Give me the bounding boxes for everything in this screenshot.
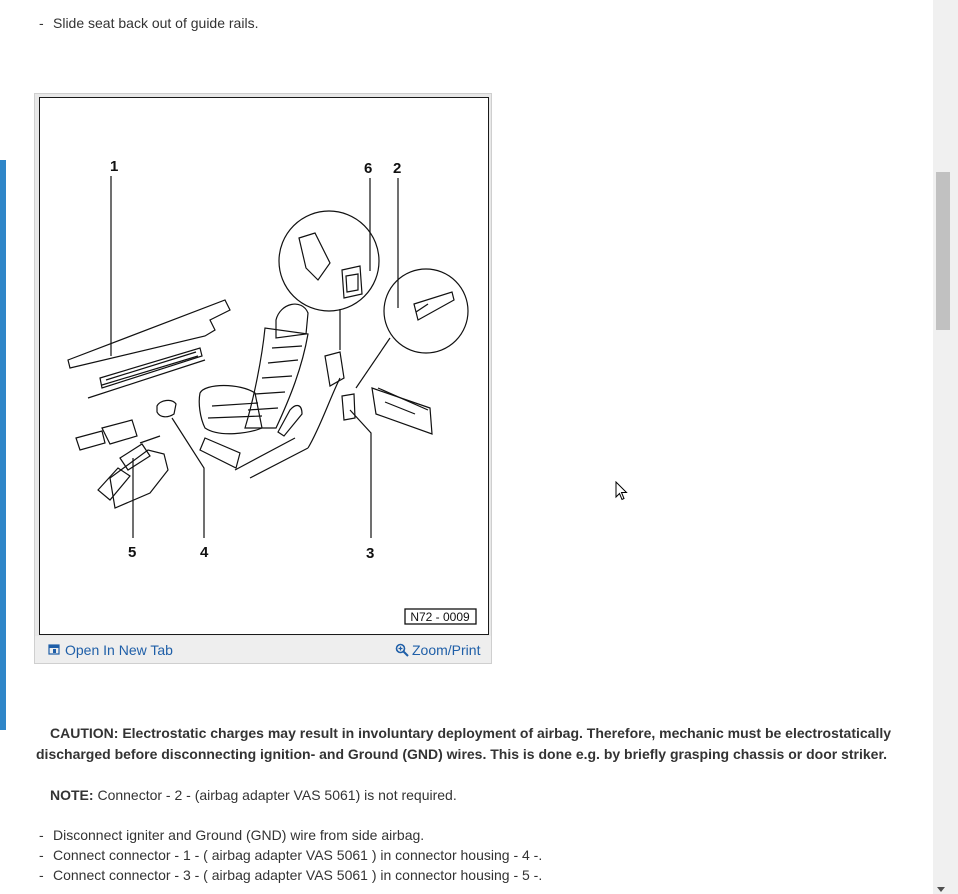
zoom-print-link[interactable] xyxy=(395,642,480,658)
detail-circle-2 xyxy=(384,269,468,353)
step-connect-connector-1 xyxy=(39,847,542,863)
figure-container xyxy=(34,93,492,664)
connector-housing-right xyxy=(325,352,432,434)
step-dash: - xyxy=(39,847,44,863)
open-in-new-tab-link[interactable] xyxy=(48,642,173,658)
step-connect-connector-3 xyxy=(39,867,542,883)
trim-panel xyxy=(68,300,230,398)
figure-code: N72 - 0009 xyxy=(410,610,470,624)
figure-image[interactable] xyxy=(39,97,489,635)
caution-label: CAUTION: xyxy=(50,725,119,741)
callout-1: 1 xyxy=(110,158,119,175)
scrollbar-thumb[interactable] xyxy=(936,172,950,330)
leader-line-4 xyxy=(172,418,204,538)
step-text: Connect connector - 3 - ( airbag adapter VAS 5061 ) in connector housing - 5 -. xyxy=(53,867,543,883)
note-text: Connector - 2 - (airbag adapter VAS 5061) is not required. xyxy=(97,787,457,803)
callout-3: 3 xyxy=(366,545,375,562)
step-text: Slide seat back out of guide rails. xyxy=(53,15,259,31)
callout-5: 5 xyxy=(128,544,137,561)
new-tab-icon xyxy=(48,644,60,656)
detail-connector-2 xyxy=(414,292,454,320)
caution-paragraph xyxy=(36,723,924,765)
detail-connector-6 xyxy=(299,233,362,298)
zoom-print-label: Zoom/Print xyxy=(412,642,481,658)
seat-illustration xyxy=(199,304,340,478)
seat-airbag-diagram xyxy=(40,98,488,634)
step-text: Disconnect igniter and Ground (GND) wire from side airbag. xyxy=(53,827,425,843)
callout-2: 2 xyxy=(393,160,402,177)
step-dash: - xyxy=(39,15,44,31)
step-dash: - xyxy=(39,827,44,843)
caution-text: Electrostatic charges may result in involuntary deployment of airbag. Therefore, mechanic must be electrostatically discharged before disconnecting ignition- and Ground (GND) wires. This is done e.g. by briefly grasping chassis or door striker. xyxy=(36,725,892,762)
mouse-cursor-icon xyxy=(615,481,628,504)
vertical-scrollbar[interactable] xyxy=(933,0,958,894)
callout-6: 6 xyxy=(364,160,373,177)
leader-line-3 xyxy=(350,410,371,538)
callout-4: 4 xyxy=(200,544,209,561)
detail-link-2 xyxy=(356,338,390,388)
step-slide-seat xyxy=(39,15,258,31)
figure-footer xyxy=(35,636,491,663)
step-dash: - xyxy=(39,867,44,883)
scroll-down-arrow-icon[interactable] xyxy=(937,887,945,892)
note-paragraph xyxy=(36,785,924,806)
step-disconnect-igniter xyxy=(39,827,424,843)
connector-housing-left xyxy=(76,400,176,508)
note-label: NOTE: xyxy=(50,787,94,803)
open-in-new-tab-label: Open In New Tab xyxy=(65,642,173,658)
step-text: Connect connector - 1 - ( airbag adapter VAS 5061 ) in connector housing - 4 -. xyxy=(53,847,543,863)
magnifier-icon xyxy=(395,643,409,657)
